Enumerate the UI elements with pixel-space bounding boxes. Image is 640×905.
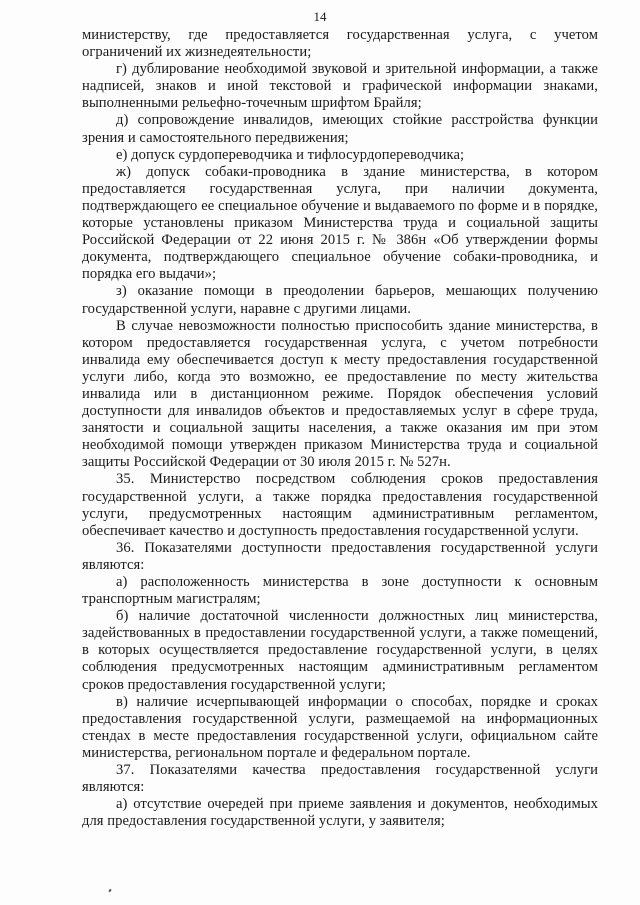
page-number: 14 xyxy=(313,9,327,24)
paragraph: в) наличие исчерпывающей информации о способах, порядке и сроках предоставления государственной услуги, размещаемой на информационных стендах в месте предоставления государственной услуги, официальном сайте министерства, региональном портале и федеральном портале. xyxy=(82,693,598,761)
paragraph: б) наличие достаточной численности должностных лиц министерства, задействованных в предоставлении государственной услуги, а также помещений, в которых осуществляется предоставление государственной услуги, в целях соблюдения предусмотренных настоящим административным регламентом сроков предоставления государственной услуги; xyxy=(82,608,598,693)
paragraph: 36. Показателями доступности предоставления государственной услуги являются: xyxy=(82,539,598,573)
paragraph: 37. Показателями качества предоставления государственной услуги являются: xyxy=(82,762,598,796)
paragraph: д) сопровождение инвалидов, имеющих стойкие расстройства функции зрения и самостоятельного передвижения; xyxy=(82,112,598,146)
scan-speck xyxy=(108,889,111,893)
paragraph: 35. Министерство посредством соблюдения сроков предоставления государственной услуги, а также порядка предоставления государственной услуги, предусмотренных настоящим административным регламентом, обеспечивает качество и доступность предоставления государственной услуги. xyxy=(82,471,598,539)
paragraph: ж) допуск собаки-проводника в здание министерства, в котором предоставляется государственная услуга, при наличии документа, подтверждающего ее специальное обучение и выдаваемого по форме и в порядке, которые установлены приказом Министерства труда и социальной защиты Российской Федерации от 22 июня 2015 г. № 386н «Об утверждении формы документа, подтверждающего специальное обучение собаки-проводника, и порядка его выдачи»; xyxy=(82,163,598,283)
paragraph: В случае невозможности полностью приспособить здание министерства, в котором предоставляется государственная услуга, с учетом потребности инвалида ему обеспечивается доступ к месту предоставления государственной услуги либо, когда это возможно, ее предоставление по месту жительства инвалида или в дистанционном режиме. Порядок обеспечения условий доступности для инвалидов объектов и предоставляемых услуг в сфере труда, занятости и социальной защиты населения, а также оказания им при этом необходимой помощи утвержден приказом Министерства труда и социальной защиты Российской Федерации от 30 июля 2015 г. № 527н. xyxy=(82,317,598,471)
paragraph: министерству, где предоставляется государственная услуга, с учетом ограничений их жизнедеятельности; xyxy=(82,27,598,61)
paragraph: а) расположенность министерства в зоне доступности к основным транспортным магистралям; xyxy=(82,574,598,608)
document-body xyxy=(82,27,598,830)
paragraph: е) допуск сурдопереводчика и тифлосурдопереводчика; xyxy=(116,146,465,163)
paragraph: з) оказание помощи в преодолении барьеров, мешающих получению государственной услуги, наравне с другими лицами. xyxy=(82,283,598,317)
paragraph: а) отсутствие очередей при приеме заявления и документов, необходимых для предоставления государственной услуги, у заявителя; xyxy=(82,796,598,830)
paragraph: г) дублирование необходимой звуковой и зрительной информации, а также надписей, знаков и иной текстовой и графической информации знаками, выполненными рельефно-точечным шрифтом Брайля; xyxy=(82,61,598,112)
